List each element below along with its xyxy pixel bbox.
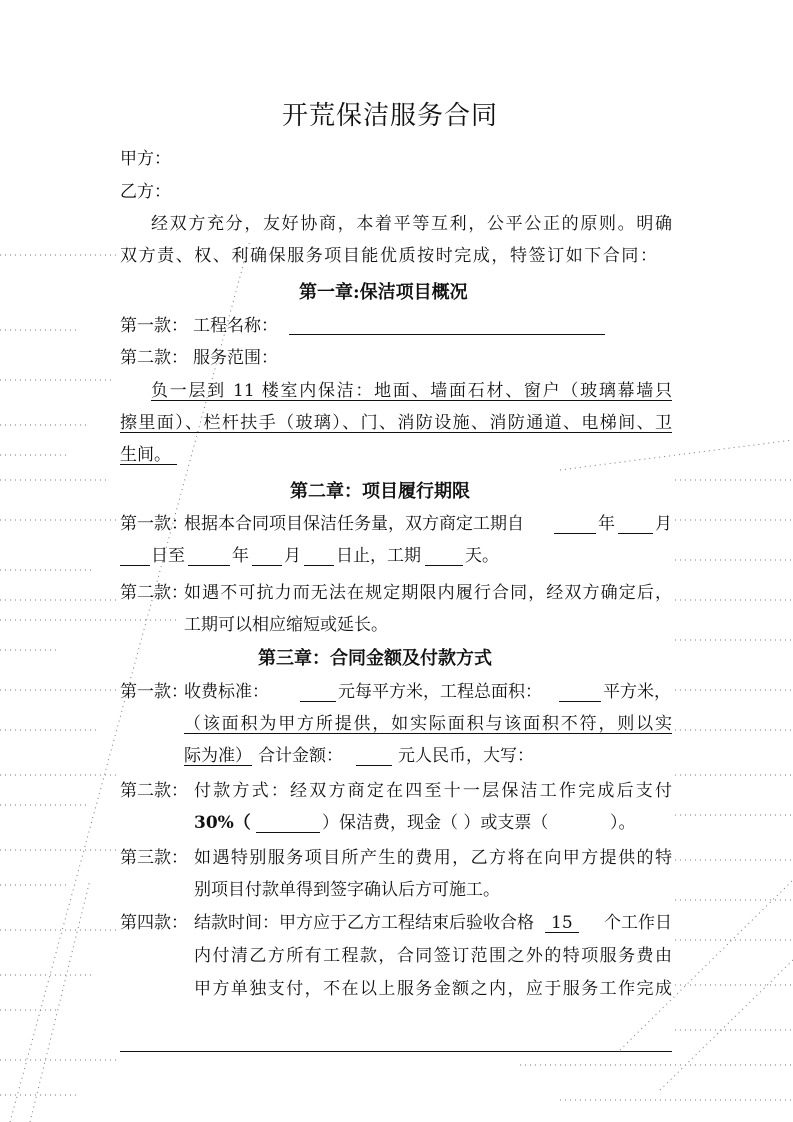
amount-in-words-label: 元人民币，大写： xyxy=(398,746,534,766)
total-area-blank xyxy=(559,701,601,702)
payment-method-line-1: 付款方式：经双方商定在四至十一层保洁工作完成后支付 xyxy=(194,781,672,801)
ch3-clause-3-label: 第三款： xyxy=(120,848,188,868)
start-month-blank xyxy=(618,533,653,534)
ch2-clause-2-label: 第二款： xyxy=(120,583,188,603)
end-day-blank xyxy=(304,565,334,566)
project-name-blank xyxy=(289,334,605,335)
party-b-label: 乙方： xyxy=(120,182,171,202)
settlement-time-text: 结款时间：甲方应于乙方工程结束后验收合格 xyxy=(194,913,534,933)
ch1-clause-1-label: 第一款： xyxy=(120,316,188,336)
total-amount-label: 合计金额： xyxy=(258,746,343,766)
intro-line-2: 双方责、权、利确保服务项目能优质按时完成，特签订如下合同： xyxy=(120,246,657,266)
ch2-clause-2-line-1: 如遇不可抗力而无法在规定期限内履行合同，经双方确定后， xyxy=(184,583,672,603)
payment-method-options: ）保洁费，现金（ ）或支票（ xyxy=(322,813,549,833)
day-end-text: 日止，工期 xyxy=(336,546,421,566)
start-day-blank xyxy=(120,565,150,566)
ch3-clause-1-label: 第一款： xyxy=(120,682,188,702)
unit-price-blank xyxy=(300,701,336,702)
duration-blank xyxy=(425,565,463,566)
end-month-blank xyxy=(252,565,282,566)
ch2-clause-2-line-2: 工期可以相应缩短或延长。 xyxy=(184,615,388,635)
ch3-clause-4-label: 第四款： xyxy=(120,913,188,933)
area-note-end-text: 际为准） xyxy=(184,746,252,766)
duration-suffix: 天。 xyxy=(465,546,499,566)
area-note-underline xyxy=(184,733,672,734)
end-year-blank xyxy=(188,565,230,566)
special-service-line-1: 如遇特别服务项目所产生的费用，乙方将在向甲方提供的特 xyxy=(194,848,672,868)
payment-percent: 30%（ xyxy=(194,813,251,833)
settlement-days-value: 15 xyxy=(545,915,579,933)
ch2-clause-1-text: 根据本合同项目保洁任务量，双方商定工期自 xyxy=(184,514,524,534)
scope-line-3 xyxy=(120,447,177,465)
start-year-blank xyxy=(554,533,596,534)
settlement-line-3: 甲方单独支付，不在以上服务金额之内，应于服务工作完成 xyxy=(194,979,672,999)
special-service-line-2: 别项目付款单得到签字确认后方可施工。 xyxy=(194,880,500,900)
payment-method-end: ）。 xyxy=(610,813,636,833)
end-month-suffix: 月 xyxy=(284,546,301,566)
working-days-label: 个工作日 xyxy=(604,913,672,933)
chapter-1-title: 第一章:保洁项目概况 xyxy=(299,282,468,303)
scope-line-1: 负一层到 11 楼室内保洁：地面、墙面石材、窗户（玻璃幕墙只 xyxy=(151,381,672,401)
total-area-label: 元每平方米，工程总面积： xyxy=(338,682,542,702)
fee-standard-label: 收费标准： xyxy=(184,682,269,702)
chapter-3-title: 第三章：合同金额及付款方式 xyxy=(258,648,492,669)
ch3-clause-2-label: 第二款： xyxy=(120,781,188,801)
scope-line-2: 擦里面）、栏杆扶手（玻璃）、门、消防设施、消防通道、电梯间、卫 xyxy=(120,413,672,433)
ch2-clause-1-label: 第一款： xyxy=(120,514,188,534)
intro-line-1: 经双方充分，友好协商，本着平等互利，公平公正的原则。明确 xyxy=(151,214,672,234)
scope-underline-2 xyxy=(120,432,672,433)
scope-underline-1 xyxy=(151,400,672,401)
service-scope-label: 服务范围： xyxy=(193,348,278,368)
end-year-suffix: 年 xyxy=(232,546,249,566)
party-a-label: 甲方： xyxy=(120,149,171,169)
project-name-label: 工程名称： xyxy=(193,316,278,336)
ch3-clause-1-line-2: （该面积为甲方所提供，如实际面积与该面积不符，则以实 xyxy=(184,714,672,734)
settlement-line-2: 内付清乙方所有工程款，合同签订范围之外的特项服务费由 xyxy=(194,946,672,966)
start-month-suffix: 月 xyxy=(655,514,672,534)
ch1-clause-2-label: 第二款： xyxy=(120,348,188,368)
area-note-end xyxy=(184,748,252,766)
settlement-days xyxy=(545,915,579,933)
area-unit: 平方米， xyxy=(603,682,671,702)
scope-line-3-text: 生间。 xyxy=(120,447,177,465)
total-amount-blank xyxy=(356,765,392,766)
footer-rule xyxy=(120,1051,672,1052)
payment-percent-blank xyxy=(256,832,320,833)
day-to-text: 日至 xyxy=(151,546,185,566)
document-title: 开荒保洁服务合同 xyxy=(282,101,499,131)
start-year-suffix: 年 xyxy=(598,514,615,534)
chapter-2-title: 第二章：项目履行期限 xyxy=(290,481,470,502)
